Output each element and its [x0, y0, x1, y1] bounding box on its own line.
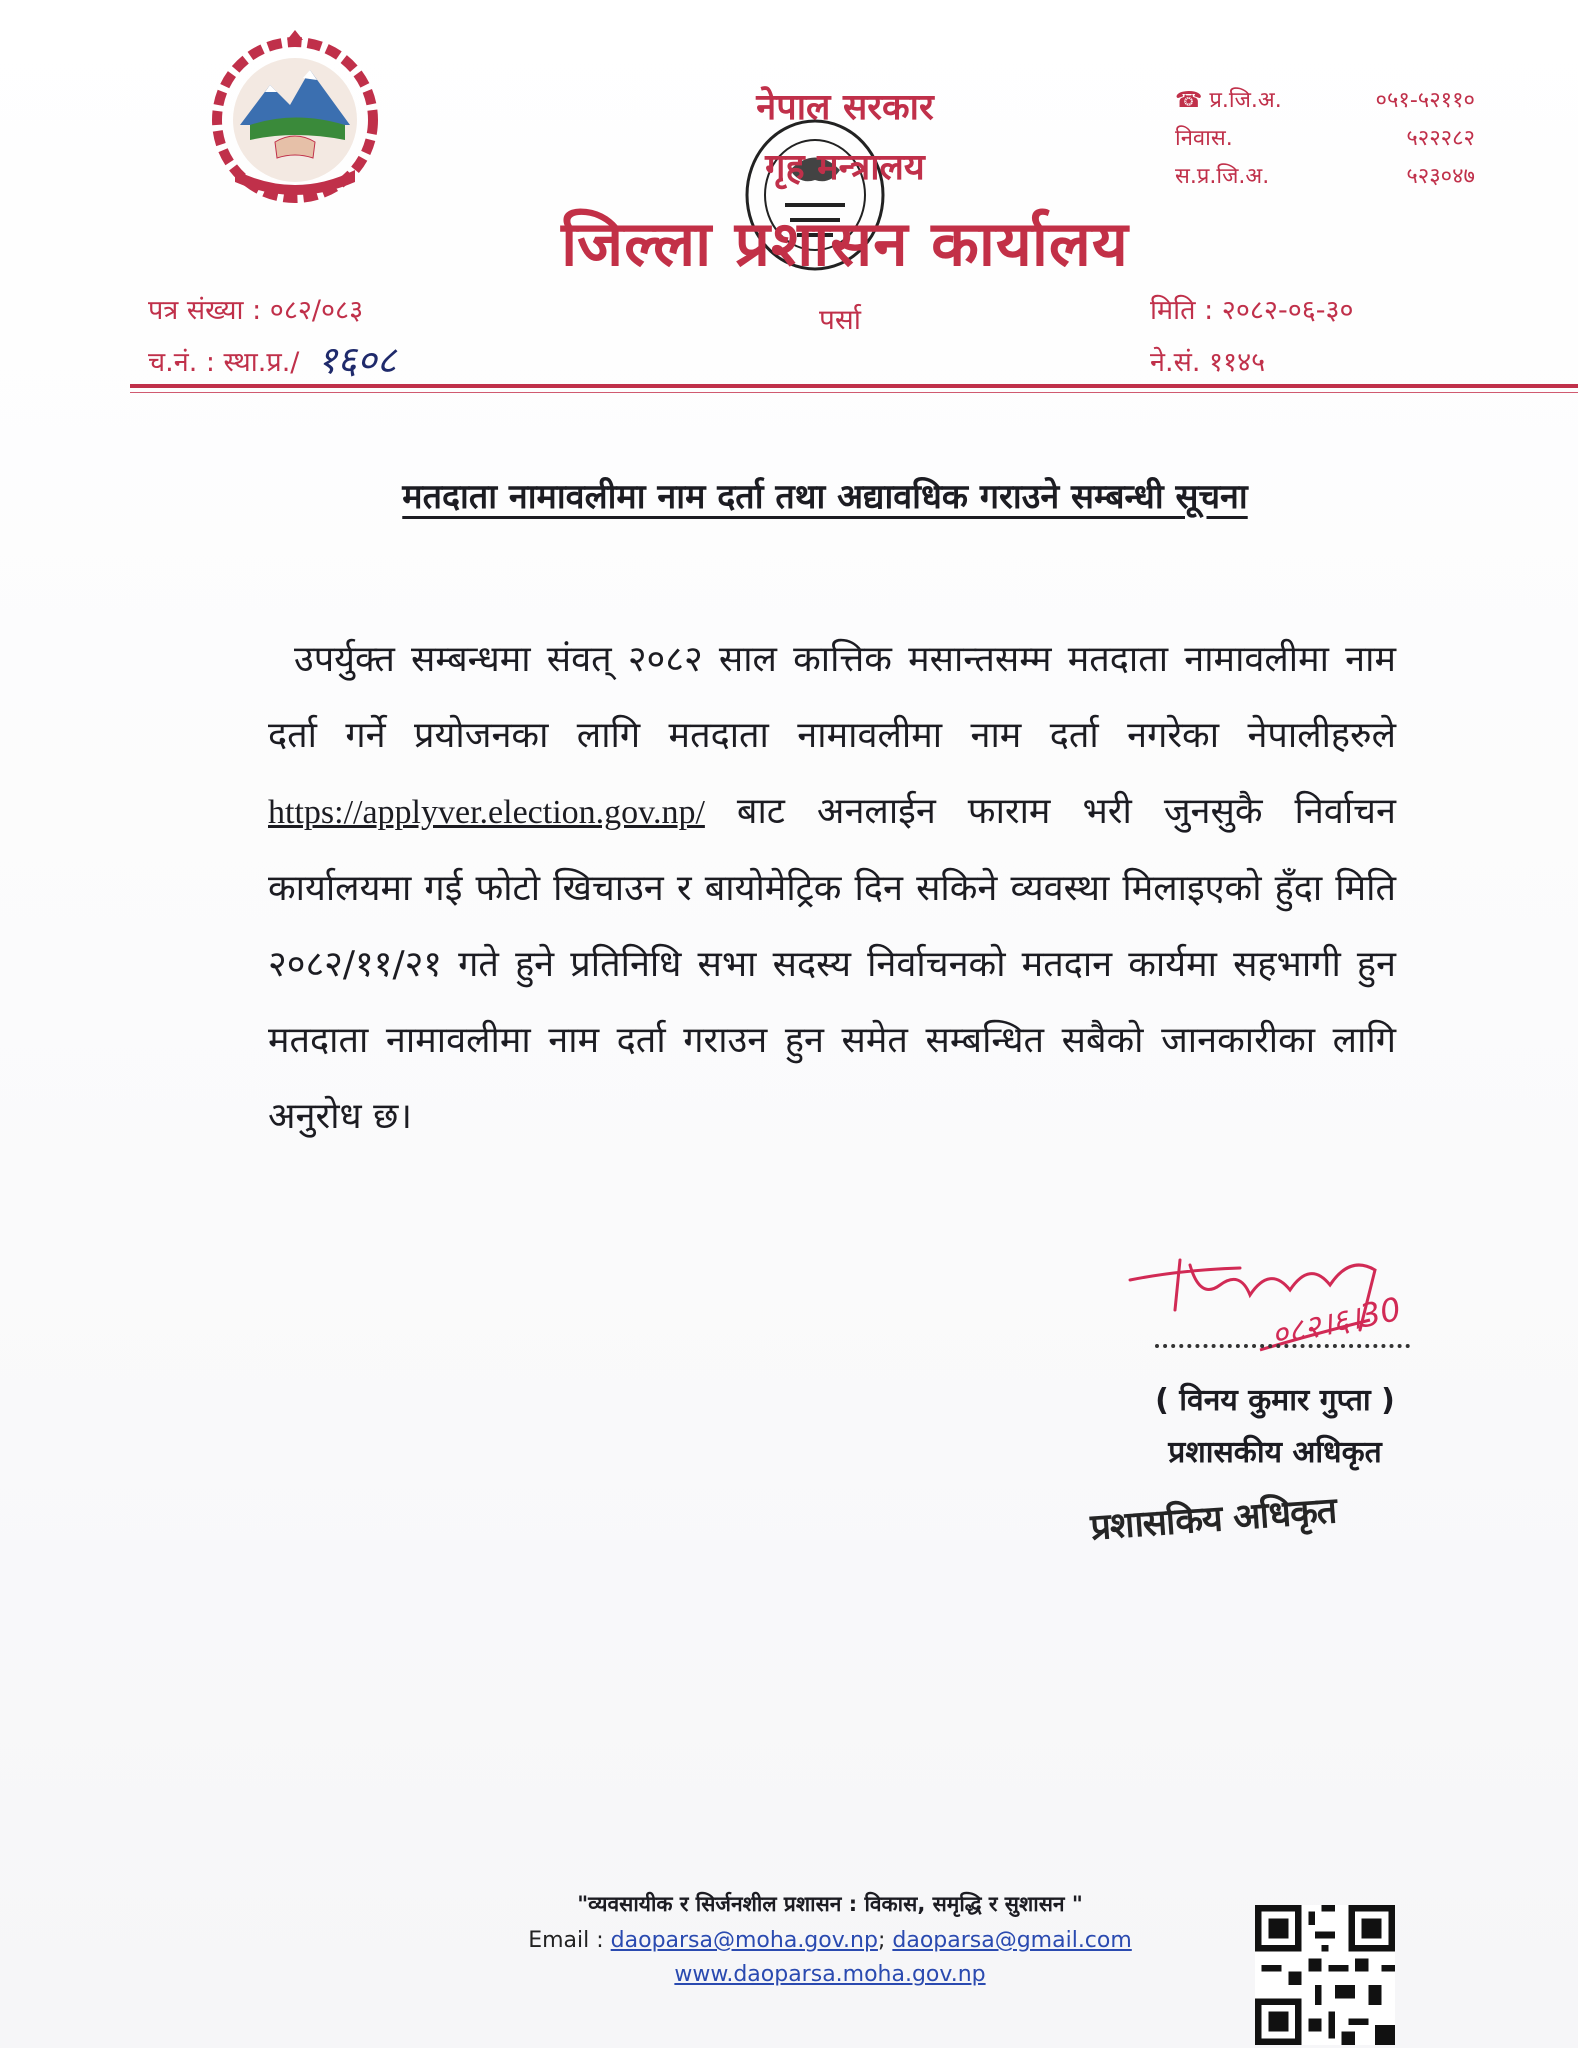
header-divider [130, 384, 1578, 388]
body-text-part2: बाट अनलाईन फाराम भरी जुनसुकै निर्वाचन कार्यालयमा गई फोटो खिचाउन र बायोमेट्रिक दिन सकिने व्यवस्था मिलाइएको हुँदा मिति २०८२/११/२१ गते हुने प्रतिनिधि सभा सदस्य निर्वाचनको मतदान कार्यमा सहभागी हुन मतदाता नामावलीमा नाम दर्ता गराउन हुन समेत सम्बन्धित सबैको जानकारीका लागि अनुरोध छ। [268, 791, 1396, 1137]
contact-value: ५२३०४७ [1406, 164, 1475, 189]
signatory-title: प्रशासकीय अधिकृत [1168, 1435, 1382, 1470]
email-separator: ; [877, 1928, 886, 1953]
nepal-sambat-row [1150, 334, 1354, 386]
date-value: २०८२-०६-३० [1221, 294, 1354, 326]
contact-block [1175, 80, 1475, 194]
contact-label: ☎ प्र.जि.अ. [1175, 88, 1282, 113]
nepal-emblem-icon [195, 30, 395, 210]
handwritten-date: ०८२।६।30 [1267, 1289, 1405, 1355]
footer-website [480, 1962, 1180, 1987]
office-title: जिल्ला प्रशासन कार्यालय [561, 207, 1129, 280]
letter-number-label: पत्र संख्या : [148, 294, 262, 326]
contact-label: स.प्र.जि.अ. [1175, 164, 1270, 189]
government-header [700, 78, 990, 198]
government-name: नेपाल सरकार [756, 87, 934, 128]
letter-number-row [148, 282, 396, 334]
dispatch-number-handwritten: १६०८ [317, 333, 396, 387]
date-row [1150, 282, 1354, 334]
signature-line [1155, 1344, 1410, 1348]
footer-email [480, 1928, 1180, 1953]
district-name: पर्सा [818, 303, 862, 336]
email-link-moha[interactable]: daoparsa@moha.gov.np [610, 1928, 878, 1953]
date-block [1150, 282, 1354, 386]
notice-subject: मतदाता नामावलीमा नाम दर्ता तथा अद्यावधिक गराउने सम्बन्धी सूचना [402, 477, 1248, 517]
ministry-name: गृह मन्त्रालय [765, 147, 925, 188]
signatory-name: ( विनय कुमार गुप्ता ) [1155, 1383, 1395, 1418]
email-label: Email : [528, 1928, 604, 1953]
dispatch-number-row [148, 334, 396, 386]
contact-label: निवास. [1175, 126, 1233, 151]
notice-body [268, 622, 1396, 1155]
nepal-sambat-label: ने.सं. [1150, 346, 1201, 378]
contact-row [1175, 80, 1475, 118]
email-link-gmail[interactable]: daoparsa@gmail.com [892, 1928, 1132, 1953]
date-label: मिति : [1150, 294, 1214, 326]
website-link[interactable]: www.daoparsa.moha.gov.np [674, 1962, 986, 1987]
contact-value: ५२२२८२ [1406, 126, 1475, 151]
footer-motto: "व्यवसायीक र सिर्जनशील प्रशासन : विकास, समृद्धि र सुशासन " [577, 1892, 1083, 1916]
header-divider-thin [130, 392, 1578, 393]
nepal-sambat-year: ११४५ [1209, 346, 1266, 378]
contact-value: ०५१-५२११० [1375, 88, 1475, 113]
contact-row [1175, 118, 1475, 156]
body-text-part1: उपर्युक्त सम्बन्धमा संवत् २०८२ साल कात्तिक मसान्तसम्म मतदाता नामावलीमा नाम दर्ता गर्ने प्रयोजनका लागि मतदाता नामावलीमा नाम दर्ता नगरेका नेपालीहरुले [268, 639, 1396, 756]
contact-row [1175, 156, 1475, 194]
dispatch-label: च.नं. : स्था.प्र./ [148, 346, 300, 378]
election-url-link[interactable]: https://applyver.election.gov.np/ [268, 794, 705, 831]
body-paragraph [268, 622, 1396, 1155]
letter-number: ०८२/०८३ [269, 294, 364, 326]
reference-block [148, 282, 396, 386]
designation-stamp: प्रशासकिय अधिकृत [1089, 1490, 1338, 1549]
qr-code-icon [1255, 1905, 1395, 2045]
